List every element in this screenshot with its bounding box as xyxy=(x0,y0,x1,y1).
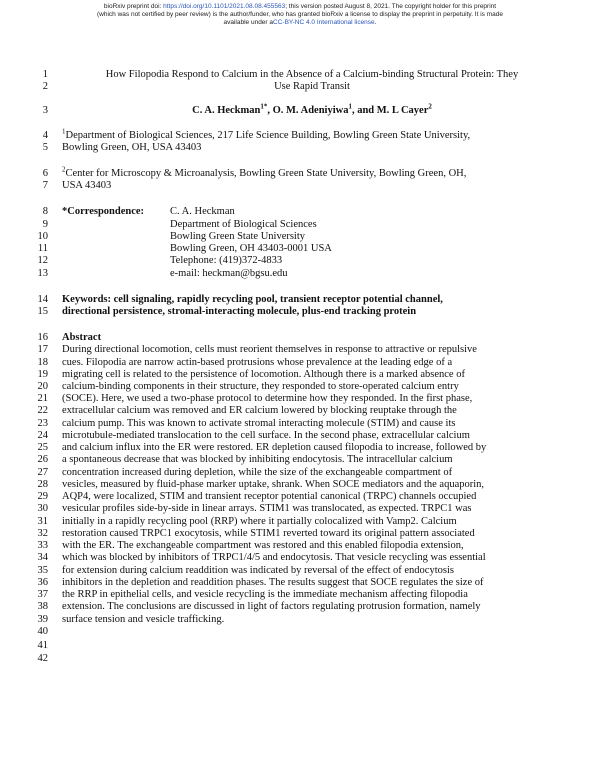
line-number: 26 xyxy=(37,454,48,465)
author-name: O. M. Adeniyiwa xyxy=(272,105,349,116)
line-number: 30 xyxy=(37,503,48,514)
affiliation-superscript: 2 xyxy=(62,165,66,174)
banner-text: available under a xyxy=(223,18,274,26)
line-number: 29 xyxy=(37,491,48,502)
line-number: 23 xyxy=(37,418,48,429)
line-number: 27 xyxy=(37,467,48,478)
doi-link[interactable]: https://doi.org/10.1101/2021.08.08.455563 xyxy=(163,3,286,10)
line-number: 22 xyxy=(37,405,48,416)
abstract-line: extracellular calcium was removed and ER calcium lowered by blocking reuptake through the xyxy=(62,405,457,416)
line-number: 19 xyxy=(37,369,48,380)
line-number: 15 xyxy=(37,306,48,317)
abstract-heading: Abstract xyxy=(62,332,102,343)
abstract-line: calcium-binding components in their structure, they responded to store-operated calcium entry xyxy=(62,381,459,392)
affiliation-line: Bowling Green, OH, USA 43403 xyxy=(62,142,202,153)
affiliation-text: Department of Biological Sciences, 217 Life Science Building, Bowling Green State University, xyxy=(65,130,471,141)
keywords-line: Keywords: cell signaling, rapidly recycling pool, transient receptor potential channel, xyxy=(62,294,443,305)
abstract-line: surface tension and vesicle trafficking. xyxy=(62,614,225,625)
abstract-line: inhibitors in the depletion and readdition phases. The results suggest that SOCE regulates the size of xyxy=(62,577,484,588)
author-list xyxy=(62,102,562,117)
line-number: 31 xyxy=(37,516,48,527)
author-superscript: 1 xyxy=(348,102,352,111)
line-number: 34 xyxy=(37,552,48,563)
line-number: 13 xyxy=(37,268,48,279)
abstract-line: initially in a rapidly recycling pool (RRP) where it partially colocalized with Vamp2. Calcium xyxy=(62,516,457,527)
line-number: 28 xyxy=(37,479,48,490)
correspondence-label: *Correspondence: xyxy=(62,206,145,217)
line-number: 37 xyxy=(37,589,48,600)
banner-line-2: (which was not certified by peer review) is the author/funder, who has granted bioRxiv a license to display the preprint in perpetuity. It is made xyxy=(97,10,503,18)
author-superscript: 2 xyxy=(428,102,432,111)
line-number: 32 xyxy=(37,528,48,539)
line-number: 41 xyxy=(37,640,48,651)
abstract-line: a spontaneous decrease that was blocked by inhibiting endocytosis. The intracellular calcium xyxy=(62,454,453,465)
abstract-line: (SOCE). Here, we used a two-phase protocol to determine how they responded. In the first phase, xyxy=(62,393,473,404)
author-name: M. L Cayer xyxy=(376,105,429,116)
correspondence-email: e-mail: heckman@bgsu.edu xyxy=(170,268,288,279)
line-number: 39 xyxy=(37,614,48,625)
correspondence-line xyxy=(62,206,562,218)
affiliation-text: Center for Microscopy & Microanalysis, Bowling Green State University, Bowling Green, OH, xyxy=(65,168,467,179)
line-number: 35 xyxy=(37,565,48,576)
line-number: 21 xyxy=(37,393,48,404)
affiliation-line xyxy=(62,127,562,142)
abstract-line: cues. Filopodia are narrow actin-based protrusions whose prevalence at the leading edge of a xyxy=(62,357,453,368)
line-number: 14 xyxy=(37,294,48,305)
abstract-line: AQP4, were localized, STIM and transient receptor potential canonical (TRPC) channels occupied xyxy=(62,491,477,502)
line-number: 16 xyxy=(37,332,48,343)
line-number: 17 xyxy=(37,344,48,355)
author-separator: , and xyxy=(351,105,377,116)
abstract-line: microtubule-mediated translocation to the cell surface. In the second phase, extracellular calcium xyxy=(62,430,470,441)
author-name: C. A. Heckman xyxy=(192,105,261,116)
author-superscript: 1* xyxy=(260,102,268,111)
correspondence-line: Department of Biological Sciences xyxy=(170,219,317,230)
line-number: 2 xyxy=(42,81,48,92)
line-number: 25 xyxy=(37,442,48,453)
affiliation-line xyxy=(62,165,562,180)
title-line-2: Use Rapid Transit xyxy=(274,81,350,92)
banner-line-3 xyxy=(0,19,600,27)
line-number: 8 xyxy=(42,206,48,217)
line-number: 38 xyxy=(37,601,48,612)
abstract-line: vesicles, measured by fluid-phase marker uptake, shrank. When SOCE mediators and the aquaporin, xyxy=(62,479,485,490)
line-number: 1 xyxy=(42,69,48,80)
line-number: 4 xyxy=(42,130,48,141)
abstract-line: for extension during calcium readdition was indicated by reversal of the effect of endocytosis xyxy=(62,565,454,576)
line-number: 9 xyxy=(42,219,48,230)
line-number: 18 xyxy=(37,357,48,368)
line-number: 40 xyxy=(37,626,48,637)
line-number: 5 xyxy=(42,142,48,153)
title-line-1: How Filopodia Respond to Calcium in the Absence of a Calcium-binding Structural Protein: They xyxy=(105,69,519,80)
keywords-line: directional persistence, stromal-interacting molecule, plus-end tracking protein xyxy=(62,306,417,317)
correspondence-line: Telephone: (419)372-4833 xyxy=(170,255,283,266)
correspondence-value: C. A. Heckman xyxy=(170,206,235,217)
author-separator: , xyxy=(267,105,273,116)
abstract-line: During directional locomotion, cells must reorient themselves in response to attractive or repulsive xyxy=(62,344,477,355)
line-number: 20 xyxy=(37,381,48,392)
line-number: 36 xyxy=(37,577,48,588)
banner-line-1 xyxy=(0,3,600,11)
correspondence-line: Bowling Green, OH 43403-0001 USA xyxy=(170,243,332,254)
abstract-line: calcium pump. This was known to activate stromal interacting molecule (STIM) and cause its xyxy=(62,418,456,429)
license-link[interactable]: CC-BY-NC 4.0 International license xyxy=(273,18,375,26)
line-number: 7 xyxy=(42,180,48,191)
line-number: 10 xyxy=(37,231,48,242)
line-number: 24 xyxy=(37,430,48,441)
abstract-line: vesicular profiles side-by-side in linear arrays. STIM1 was translocated, as expected. TRPC1 was xyxy=(62,503,472,514)
line-number: 42 xyxy=(37,653,48,664)
abstract-line: the RRP in epithelial cells, and vesicle recycling is the immediate mechanism affecting filopodia xyxy=(62,589,468,600)
line-number: 11 xyxy=(37,243,48,254)
affiliation-superscript: 1 xyxy=(62,127,66,136)
abstract-line: migrating cell is related to the persistence of locomotion. Although there is a marked absence of xyxy=(62,369,465,380)
line-number: 33 xyxy=(37,540,48,551)
abstract-line: extension. The conclusions are discussed in light of factors regulating protrusion formation, namely xyxy=(62,601,481,612)
preprint-banner xyxy=(0,3,600,26)
abstract-line: restoration caused TRPC1 exocytosis, while STIM1 reverted toward its original pattern associated xyxy=(62,528,475,539)
abstract-line: and calcium influx into the ER were restored. ER depletion caused filopodia to increase, followed by xyxy=(62,442,487,453)
correspondence-line: Bowling Green State University xyxy=(170,231,306,242)
abstract-line: which was blocked by inhibitors of TRPC1/4/5 and endocytosis. That vesicle recycling was essential xyxy=(62,552,486,563)
banner-text: . xyxy=(374,18,377,26)
banner-text: ; this version posted August 8, 2021. The copyright holder for this preprint xyxy=(285,3,497,10)
abstract-line: with the ER. The exchangeable compartment was restored and this enabled filopodia extension, xyxy=(62,540,464,551)
affiliation-line: USA 43403 xyxy=(62,180,112,191)
line-number: 6 xyxy=(42,168,48,179)
abstract-line: concentration increased during depletion, while the size of the exchangeable compartment of xyxy=(62,467,453,478)
line-number: 12 xyxy=(37,255,48,266)
line-number: 3 xyxy=(42,105,48,116)
banner-text: bioRxiv preprint doi: xyxy=(103,3,164,10)
